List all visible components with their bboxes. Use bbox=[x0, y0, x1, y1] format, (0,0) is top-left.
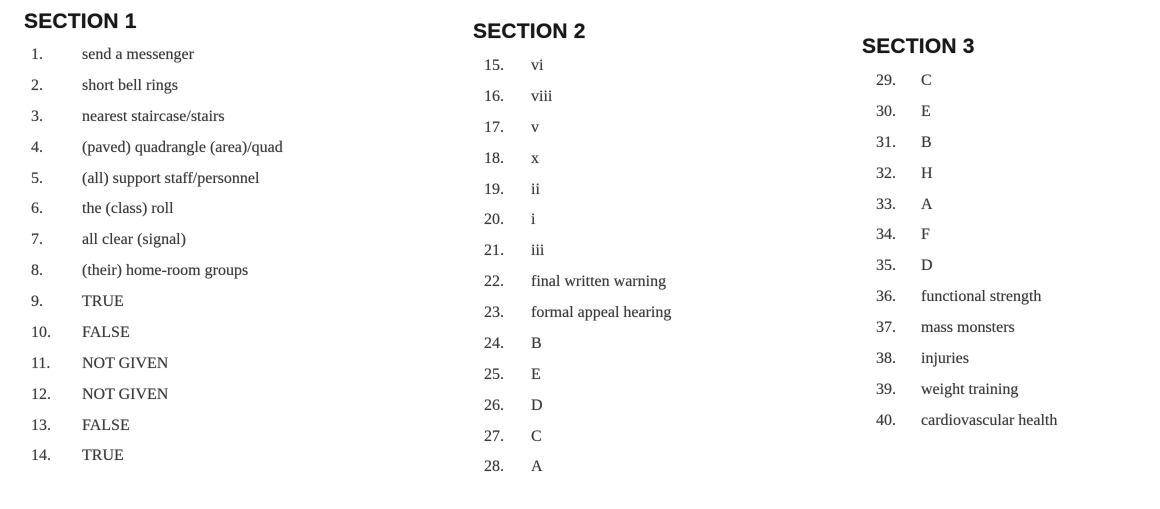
section-2-answer-list bbox=[484, 56, 671, 488]
section-1-answer-list bbox=[31, 45, 283, 477]
answer-text: ii bbox=[531, 180, 540, 198]
question-number: 39. bbox=[876, 380, 896, 398]
question-number: 34. bbox=[876, 226, 896, 244]
answer-text: B bbox=[921, 133, 932, 151]
answer-text: TRUE bbox=[82, 447, 124, 465]
answer-row bbox=[484, 272, 671, 303]
answer-text: NOT GIVEN bbox=[82, 385, 169, 403]
answer-row bbox=[876, 164, 1057, 195]
answer-row bbox=[31, 323, 283, 354]
question-number: 3. bbox=[31, 107, 43, 125]
answer-text: send a messenger bbox=[82, 46, 194, 63]
answer-row bbox=[876, 380, 1057, 411]
answer-text: nearest staircase/stairs bbox=[82, 107, 225, 125]
question-number: 11. bbox=[31, 354, 51, 372]
answer-row bbox=[484, 87, 671, 118]
answer-text: A bbox=[531, 458, 543, 476]
answer-text: the (class) roll bbox=[82, 200, 174, 218]
answer-row bbox=[876, 195, 1057, 226]
answer-row bbox=[876, 256, 1057, 287]
answer-row bbox=[876, 318, 1057, 349]
question-number: 37. bbox=[876, 319, 896, 336]
question-number: 35. bbox=[876, 257, 896, 275]
question-number: 21. bbox=[484, 242, 504, 260]
question-number: 4. bbox=[31, 138, 43, 156]
answer-row bbox=[876, 287, 1057, 318]
question-number: 1. bbox=[31, 46, 43, 63]
answer-text: H bbox=[921, 164, 933, 182]
answer-text: vi bbox=[531, 57, 544, 74]
answer-row bbox=[31, 76, 283, 107]
question-number: 32. bbox=[876, 164, 896, 182]
section-3-answer-list bbox=[876, 71, 1057, 442]
answer-text: weight training bbox=[921, 380, 1019, 398]
question-number: 17. bbox=[484, 118, 504, 136]
answer-text: E bbox=[531, 365, 541, 383]
section-2-heading: SECTION 2 bbox=[473, 20, 586, 43]
answer-text: (all) support staff/personnel bbox=[82, 169, 260, 187]
answer-text: (their) home-room groups bbox=[82, 262, 249, 280]
answer-row bbox=[31, 169, 283, 200]
question-number: 22. bbox=[484, 273, 504, 291]
question-number: 13. bbox=[31, 416, 51, 434]
answer-row bbox=[484, 303, 671, 334]
answer-row bbox=[876, 349, 1057, 380]
question-number: 27. bbox=[484, 427, 504, 445]
answer-text: formal appeal hearing bbox=[531, 304, 672, 321]
answer-row bbox=[876, 102, 1057, 133]
question-number: 16. bbox=[484, 87, 504, 105]
answer-row bbox=[31, 354, 283, 385]
question-number: 36. bbox=[876, 288, 896, 306]
question-number: 9. bbox=[31, 293, 43, 310]
answer-row bbox=[31, 446, 283, 477]
question-number: 38. bbox=[876, 349, 896, 367]
question-number: 33. bbox=[876, 195, 896, 213]
section-3-heading: SECTION 3 bbox=[862, 35, 975, 58]
answer-row bbox=[31, 107, 283, 138]
answer-row bbox=[876, 71, 1057, 102]
question-number: 14. bbox=[31, 447, 51, 465]
answer-row bbox=[484, 334, 671, 365]
answer-row bbox=[876, 411, 1057, 442]
section-1-heading: SECTION 1 bbox=[24, 10, 137, 33]
answer-row bbox=[31, 45, 283, 76]
answer-text: x bbox=[531, 149, 539, 167]
question-number: 26. bbox=[484, 396, 504, 414]
answer-text: final written warning bbox=[531, 273, 667, 291]
answer-text: NOT GIVEN bbox=[82, 354, 169, 372]
question-number: 28. bbox=[484, 458, 504, 476]
question-number: 6. bbox=[31, 200, 43, 218]
answer-row bbox=[484, 56, 671, 87]
answer-text: functional strength bbox=[921, 288, 1042, 306]
answer-row bbox=[31, 261, 283, 292]
answer-text: short bell rings bbox=[82, 76, 178, 94]
answer-text: D bbox=[921, 257, 933, 275]
answer-text: cardiovascular health bbox=[921, 411, 1058, 429]
question-number: 5. bbox=[31, 169, 43, 187]
answer-text: C bbox=[921, 72, 932, 89]
answer-text: D bbox=[531, 396, 543, 414]
answer-row bbox=[484, 118, 671, 149]
answer-row bbox=[31, 416, 283, 447]
answer-text: i bbox=[531, 211, 536, 229]
question-number: 12. bbox=[31, 385, 51, 403]
answer-row bbox=[31, 138, 283, 169]
question-number: 8. bbox=[31, 262, 43, 280]
answer-text: all clear (signal) bbox=[82, 231, 186, 249]
answer-text: F bbox=[921, 226, 930, 244]
question-number: 25. bbox=[484, 365, 504, 383]
answer-text: v bbox=[531, 118, 539, 136]
answer-text: iii bbox=[531, 242, 545, 260]
answer-text: FALSE bbox=[82, 323, 130, 341]
question-number: 29. bbox=[876, 72, 896, 89]
answer-row bbox=[876, 225, 1057, 256]
question-number: 2. bbox=[31, 76, 43, 94]
answer-row bbox=[31, 199, 283, 230]
question-number: 31. bbox=[876, 133, 896, 151]
answer-text: C bbox=[531, 427, 542, 445]
answer-row bbox=[31, 385, 283, 416]
answer-text: mass monsters bbox=[921, 319, 1015, 336]
question-number: 18. bbox=[484, 149, 504, 167]
question-number: 30. bbox=[876, 102, 896, 120]
question-number: 23. bbox=[484, 304, 504, 321]
question-number: 24. bbox=[484, 334, 504, 352]
question-number: 40. bbox=[876, 411, 896, 429]
answer-text: B bbox=[531, 334, 542, 352]
question-number: 20. bbox=[484, 211, 504, 229]
answer-row bbox=[484, 457, 671, 488]
question-number: 10. bbox=[31, 323, 51, 341]
answer-row bbox=[484, 365, 671, 396]
answer-text: injuries bbox=[921, 349, 969, 367]
answer-row bbox=[484, 180, 671, 211]
answer-row bbox=[31, 292, 283, 323]
question-number: 19. bbox=[484, 180, 504, 198]
question-number: 7. bbox=[31, 231, 43, 249]
answer-row bbox=[31, 230, 283, 261]
answer-text: TRUE bbox=[82, 293, 124, 310]
question-number: 15. bbox=[484, 57, 504, 74]
answer-text: E bbox=[921, 102, 931, 120]
answer-text: FALSE bbox=[82, 416, 130, 434]
answer-row bbox=[484, 241, 671, 272]
answer-text: (paved) quadrangle (area)/quad bbox=[82, 138, 283, 156]
answer-row bbox=[484, 210, 671, 241]
answer-row bbox=[484, 396, 671, 427]
answer-text: viii bbox=[531, 87, 553, 105]
answer-row bbox=[484, 149, 671, 180]
answer-row bbox=[876, 133, 1057, 164]
answer-row bbox=[484, 427, 671, 458]
answer-text: A bbox=[921, 195, 933, 213]
